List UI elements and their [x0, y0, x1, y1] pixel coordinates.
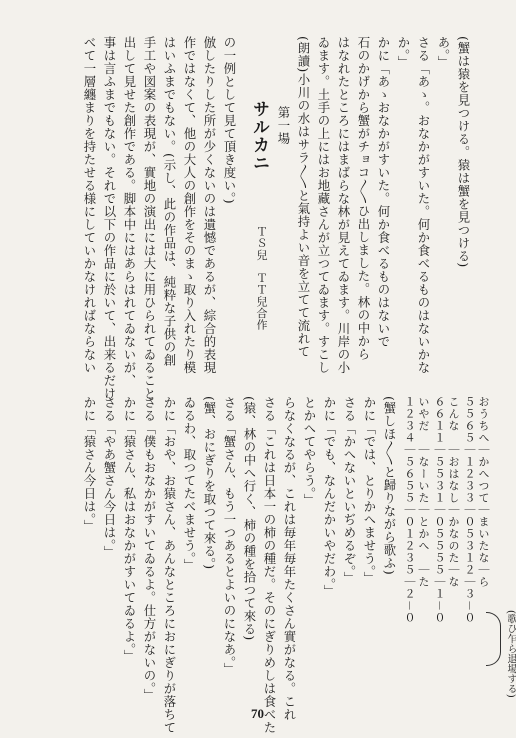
dialogue-line: とかへてやらう。」	[302, 396, 317, 507]
music-notes: １２３４｜５６５５｜０１２３５｜２－０	[403, 396, 416, 624]
stage-line: ゐます。土手の上にはお地藏さんが立つてゐます。すこし	[316, 36, 331, 374]
dialogue-line: かに「では、とりかへませう。」	[362, 396, 377, 585]
author-credit: ＴＳ兒 ＴＴ兒合作	[255, 226, 268, 331]
body-line: 手工や図案の表現が、實地の演出には大に用ひられてゐること	[142, 36, 157, 400]
music-lyrics: おうちへ｜かへつて｜まいたな｜ら	[477, 396, 490, 588]
body-line: 事は言ふまでもない。それで以下の作品に於いて、出来るだけ	[102, 36, 117, 400]
dialogue-line: らなくなるが、これは毎年毎年たくさん實がなる。これ	[282, 396, 297, 721]
dialogue-line: かに「猿さん、私はおなかがすいてゐるよ。」	[122, 396, 137, 663]
dialogue-line: さる「僕もおなかがすいてゐるよ。仕方がないの。」	[142, 396, 157, 702]
stage-line: (蟹は猿を見つける。猿は蟹を見つける)	[456, 36, 471, 268]
dialogue-line: さる「かへないといぢめるぞ。」	[342, 396, 357, 585]
dialogue-line: かに「おや、お猿さん、あんなところにおにぎりが落ちて	[162, 396, 177, 734]
stage-line: はなれたところにはまばらな林が見えてゐます。川岸の小	[336, 36, 351, 374]
dialogue-line: (猿、林の中へ行く、柿の種を拾つて來る)	[242, 396, 257, 641]
body-line: 出して見せた創作である。脚本中にはあらはれてゐないが、	[122, 36, 137, 387]
body-line: べて一層纏まりを持たせる様にしていかなければならない	[82, 36, 97, 374]
stage-line: かに「あゝおなかがすいた。何か食べるものはないで	[376, 36, 391, 348]
dialogue-line: かに「猿さん今日は。」	[82, 396, 97, 533]
dialogue-line: さる「これは日本一の柿の種だ。そのにぎりめしは食べた	[262, 396, 277, 734]
dialogue-line: さる「蟹さん、もう一つあるとよいのになあ。」	[222, 396, 237, 676]
stage-line: 石のかげから蟹がチョコ〳〵ひ出しました。林の中から	[356, 36, 371, 361]
music-notes: ５５６５｜１２３３｜０５３１２｜３－０	[463, 396, 476, 624]
music-notes: ６６１１｜５５３１｜０５５５５｜１－０	[433, 396, 446, 624]
dialogue-line: (蟹しほ〳〵と歸りながら歌ふ)	[382, 396, 397, 576]
dialogue-line: (蟹、おにぎりを取つて來る。)	[202, 396, 217, 570]
music-note: (歌ひ乍ら退場する)	[505, 610, 516, 698]
body-line: の一例として見て頂き度い。)	[222, 36, 237, 205]
stage-line: か。」	[396, 36, 411, 69]
music-lyrics: こんな ｜おはなし｜かなのた｜な	[447, 396, 460, 588]
stage-line: (朗讀)小川の水はサラ〳〵と氣持よい音を立てて流れて	[296, 36, 311, 359]
music-lyrics: いやだ ｜なーいた｜とかへ ｜た	[417, 396, 430, 588]
dialogue-line: ゐるわ、取つてたべませう。」	[182, 396, 197, 572]
stage-line: あ。」	[436, 36, 451, 69]
music-brace	[486, 612, 501, 666]
body-line: 倣したりした所が少くないのは遺憾であるが、綜合的表現	[202, 36, 217, 374]
dialogue-line: さる「やあ蟹さん今日は。」	[102, 396, 117, 559]
play-title: サルカニ	[249, 100, 269, 172]
page-number: 70	[251, 706, 264, 721]
stage-line: さる「あゝ。おなかがすいた。何か食べるものはないかな	[416, 36, 431, 374]
body-line: はいふまでもない。(示し、此の作品は、純粋な子供の創	[162, 36, 177, 367]
scene-heading: 第一場	[276, 106, 291, 145]
dialogue-line: かに「でも、なんだかいやだわ。」	[322, 396, 337, 598]
body-line: 作ではなくて、他の大人の創作をそのまゝ取り入れたり模	[182, 36, 197, 374]
